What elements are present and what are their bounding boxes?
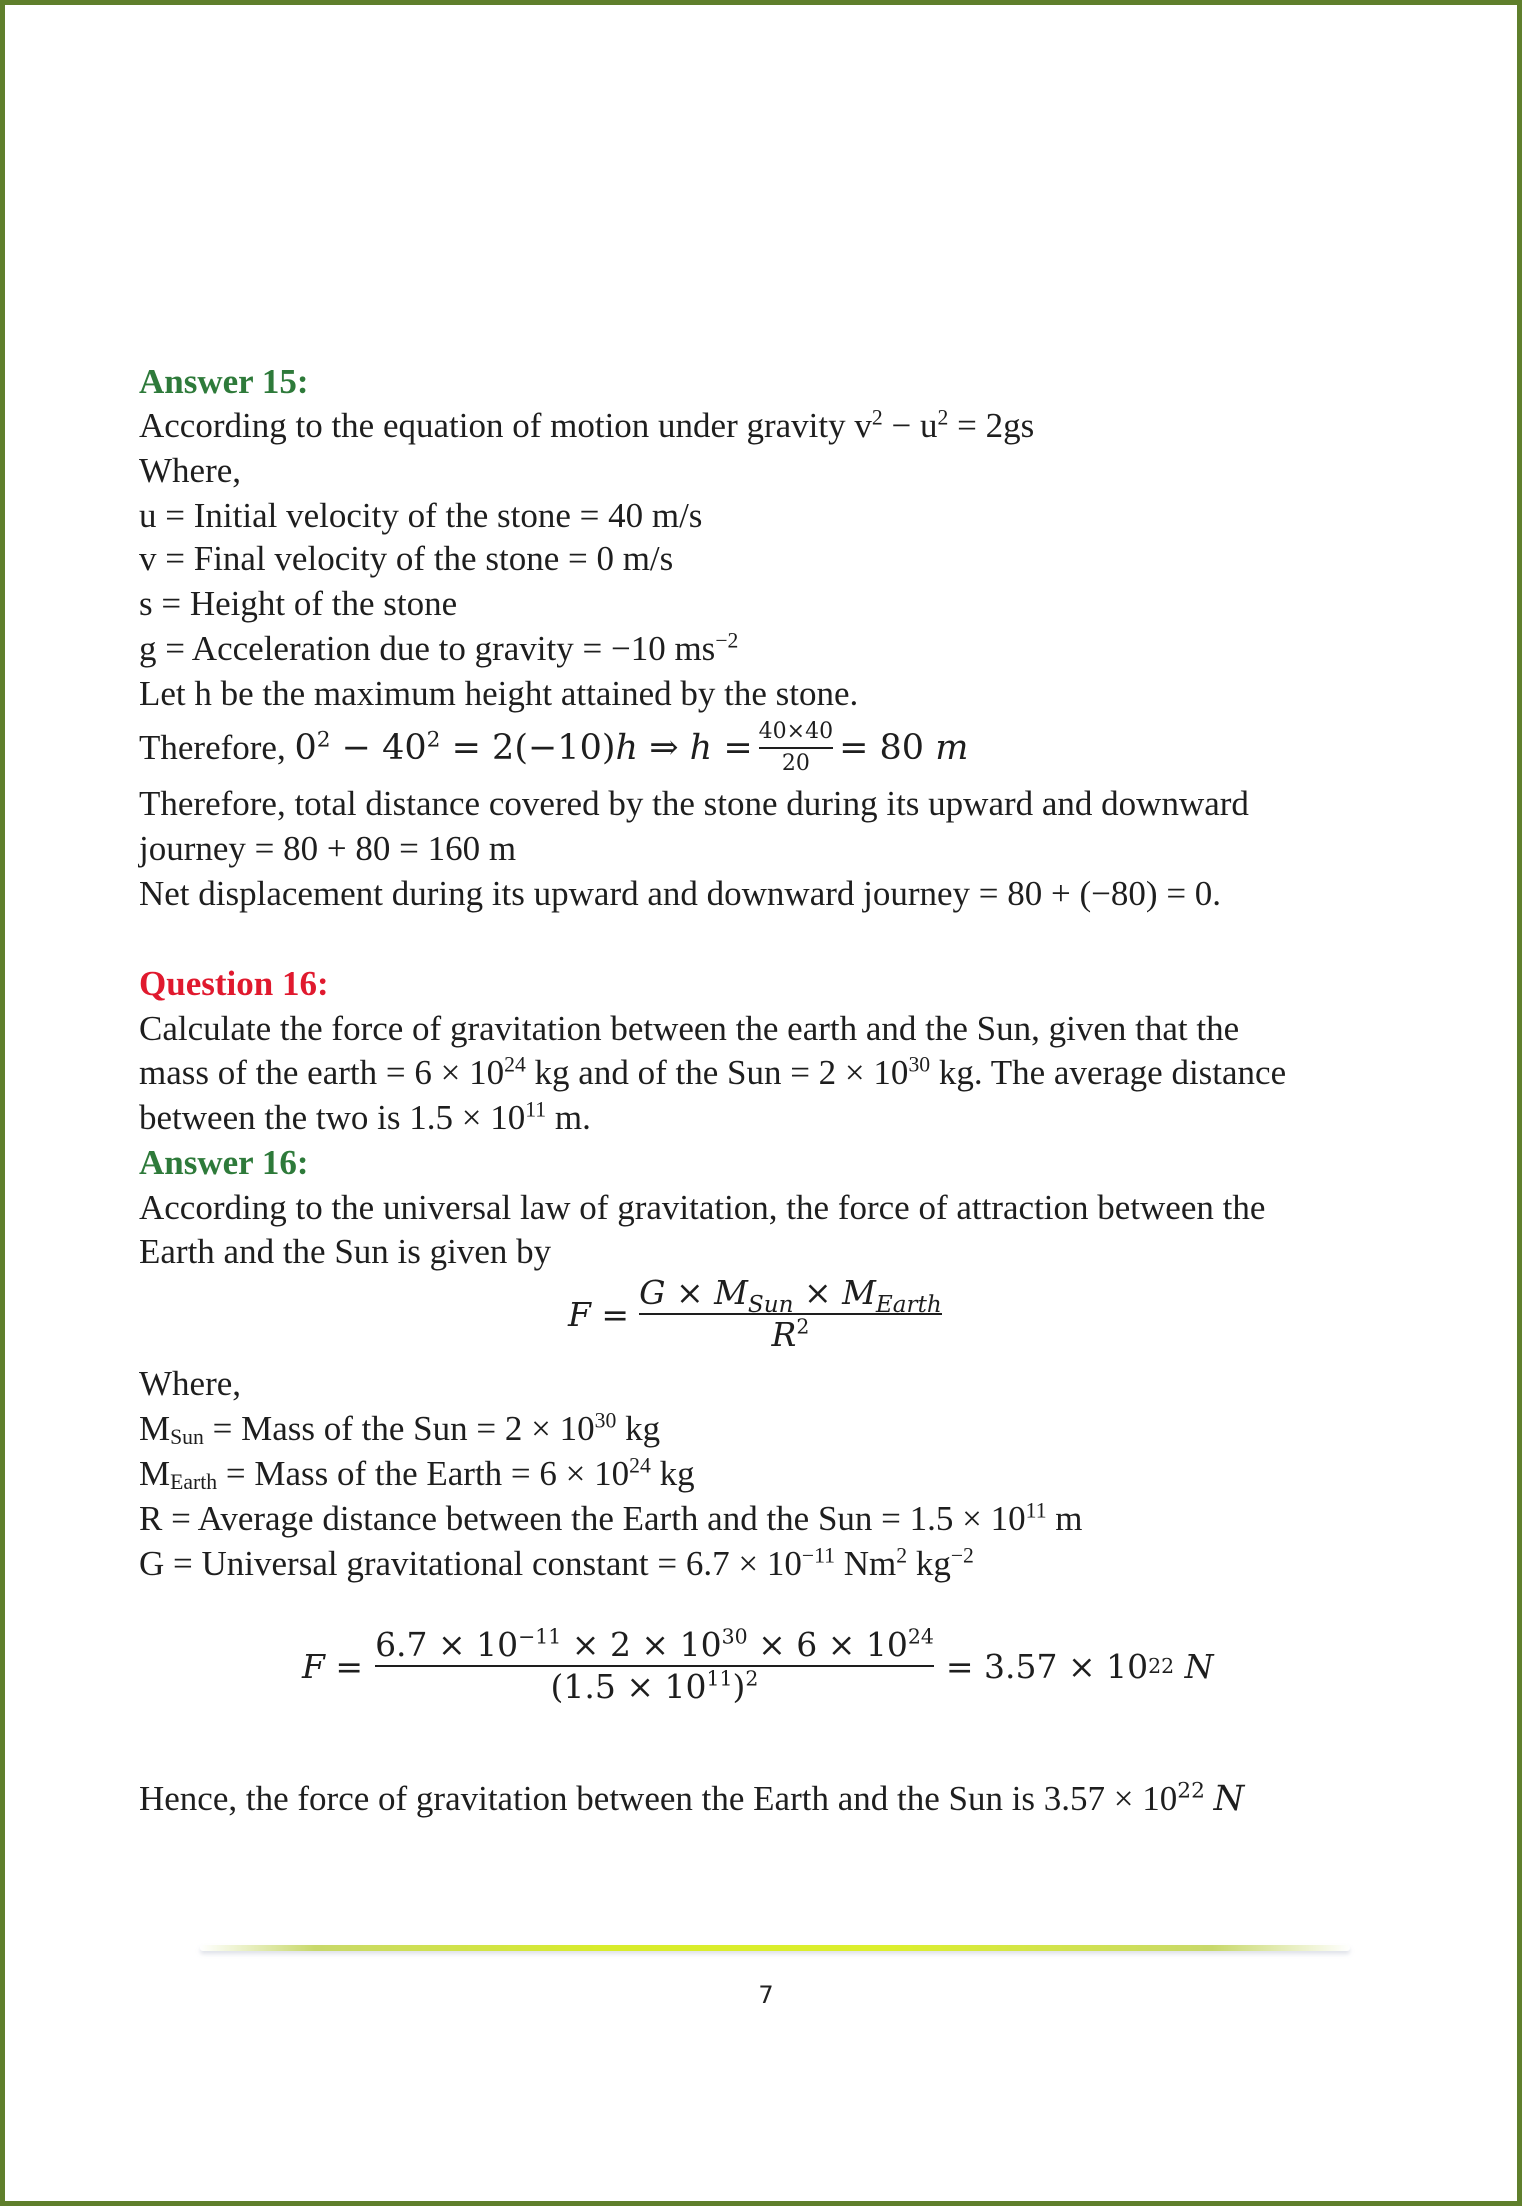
answer-15-s-definition: s = Height of the stone — [139, 584, 458, 623]
question-16-line3: between the two is $1.5 \times 10^{11}$ m. — [139, 1097, 591, 1137]
answer-15-let-h: Let h be the maximum height attained by the stone. — [139, 674, 859, 713]
answer-16-intro-line1: According to the universal law of gravitation, the force of attraction between the — [139, 1188, 1266, 1227]
answer-15-v-definition: v = Final velocity of the stone = 0 m/s — [139, 539, 674, 578]
answer-15-height-equation: Therefore, $0^2 - 40^2 = 2(-10)h$ ⇒ h = $\frac{40\times 40}{20}$ = 80 m — [139, 719, 969, 776]
answer-15-where: Where, — [139, 451, 242, 490]
answer-15-u-definition: u = Initial velocity of the stone = 40 m/s — [139, 496, 703, 535]
answer-15-total-distance-line1: Therefore, total distance covered by the stone during its upward and downward — [139, 784, 1249, 823]
question-16-line1: Calculate the force of gravitation between the earth and the Sun, given that the — [139, 1009, 1240, 1048]
page-number: 7 — [758, 1981, 774, 2009]
gravitation-formula: F = $\frac{G \times M_{Sun} \times M_{Earth}}{R^2}$ — [568, 1273, 942, 1355]
footer-divider — [200, 1945, 1350, 1951]
question-16-line2: mass of the earth = $6 \times 10^{24}$ kg and of the Sun = $2 \times 10^{30}$ kg. The average distance — [139, 1052, 1287, 1092]
answer-16-heading: Answer 16: — [139, 1143, 309, 1182]
answer-16-conclusion: Hence, the force of gravitation between the Earth and the Sun is $3.57 \times 10^{22}$ N — [139, 1778, 1245, 1819]
answer-16-g-definition: G = Universal gravitational constant = $6.7 \times 10^{-11}$ Nm$^2$ $kg^{-2}$ — [139, 1543, 974, 1583]
question-16-heading: Question 16: — [139, 964, 329, 1003]
answer-15-intro: According to the equation of motion under gravity $v^2 - u^2 = 2gs$ — [139, 405, 1035, 445]
answer-16-intro-line2: Earth and the Sun is given by — [139, 1232, 552, 1271]
height-fraction: $\frac{40\times 40}{20}$ — [758, 719, 834, 776]
answer-15-heading: Answer 15: — [139, 362, 309, 401]
answer-16-r-definition: R = Average distance between the Earth and the Sun = $1.5 \times 10^{11}$ m — [139, 1498, 1083, 1538]
answer-15-g-definition: g = Acceleration due to gravity = −10 $ms^{-2}$ — [139, 628, 739, 668]
answer-16-msun-definition: $M_{Sun}$ = Mass of the Sun = $2 \times 10^{30}$ kg — [139, 1408, 661, 1449]
force-calculation: F = $\frac{6.7 \times 10^{-11} \times 2 \times 10^{30} \times 6 \times 10^{24}}{(1.5 \times 10^{11})^2}$ = 3.57 × 10 22 N — [302, 1624, 1214, 1707]
answer-16-where: Where, — [139, 1364, 242, 1403]
answer-16-mearth-definition: $M_{Earth}$ = Mass of the Earth = $6 \times 10^{24}$ kg — [139, 1453, 695, 1494]
answer-15-net-displacement: Net displacement during its upward and downward journey = 80 + (−80) = 0. — [139, 874, 1222, 913]
answer-15-total-distance-line2: journey = 80 + 80 = 160 m — [139, 829, 517, 868]
